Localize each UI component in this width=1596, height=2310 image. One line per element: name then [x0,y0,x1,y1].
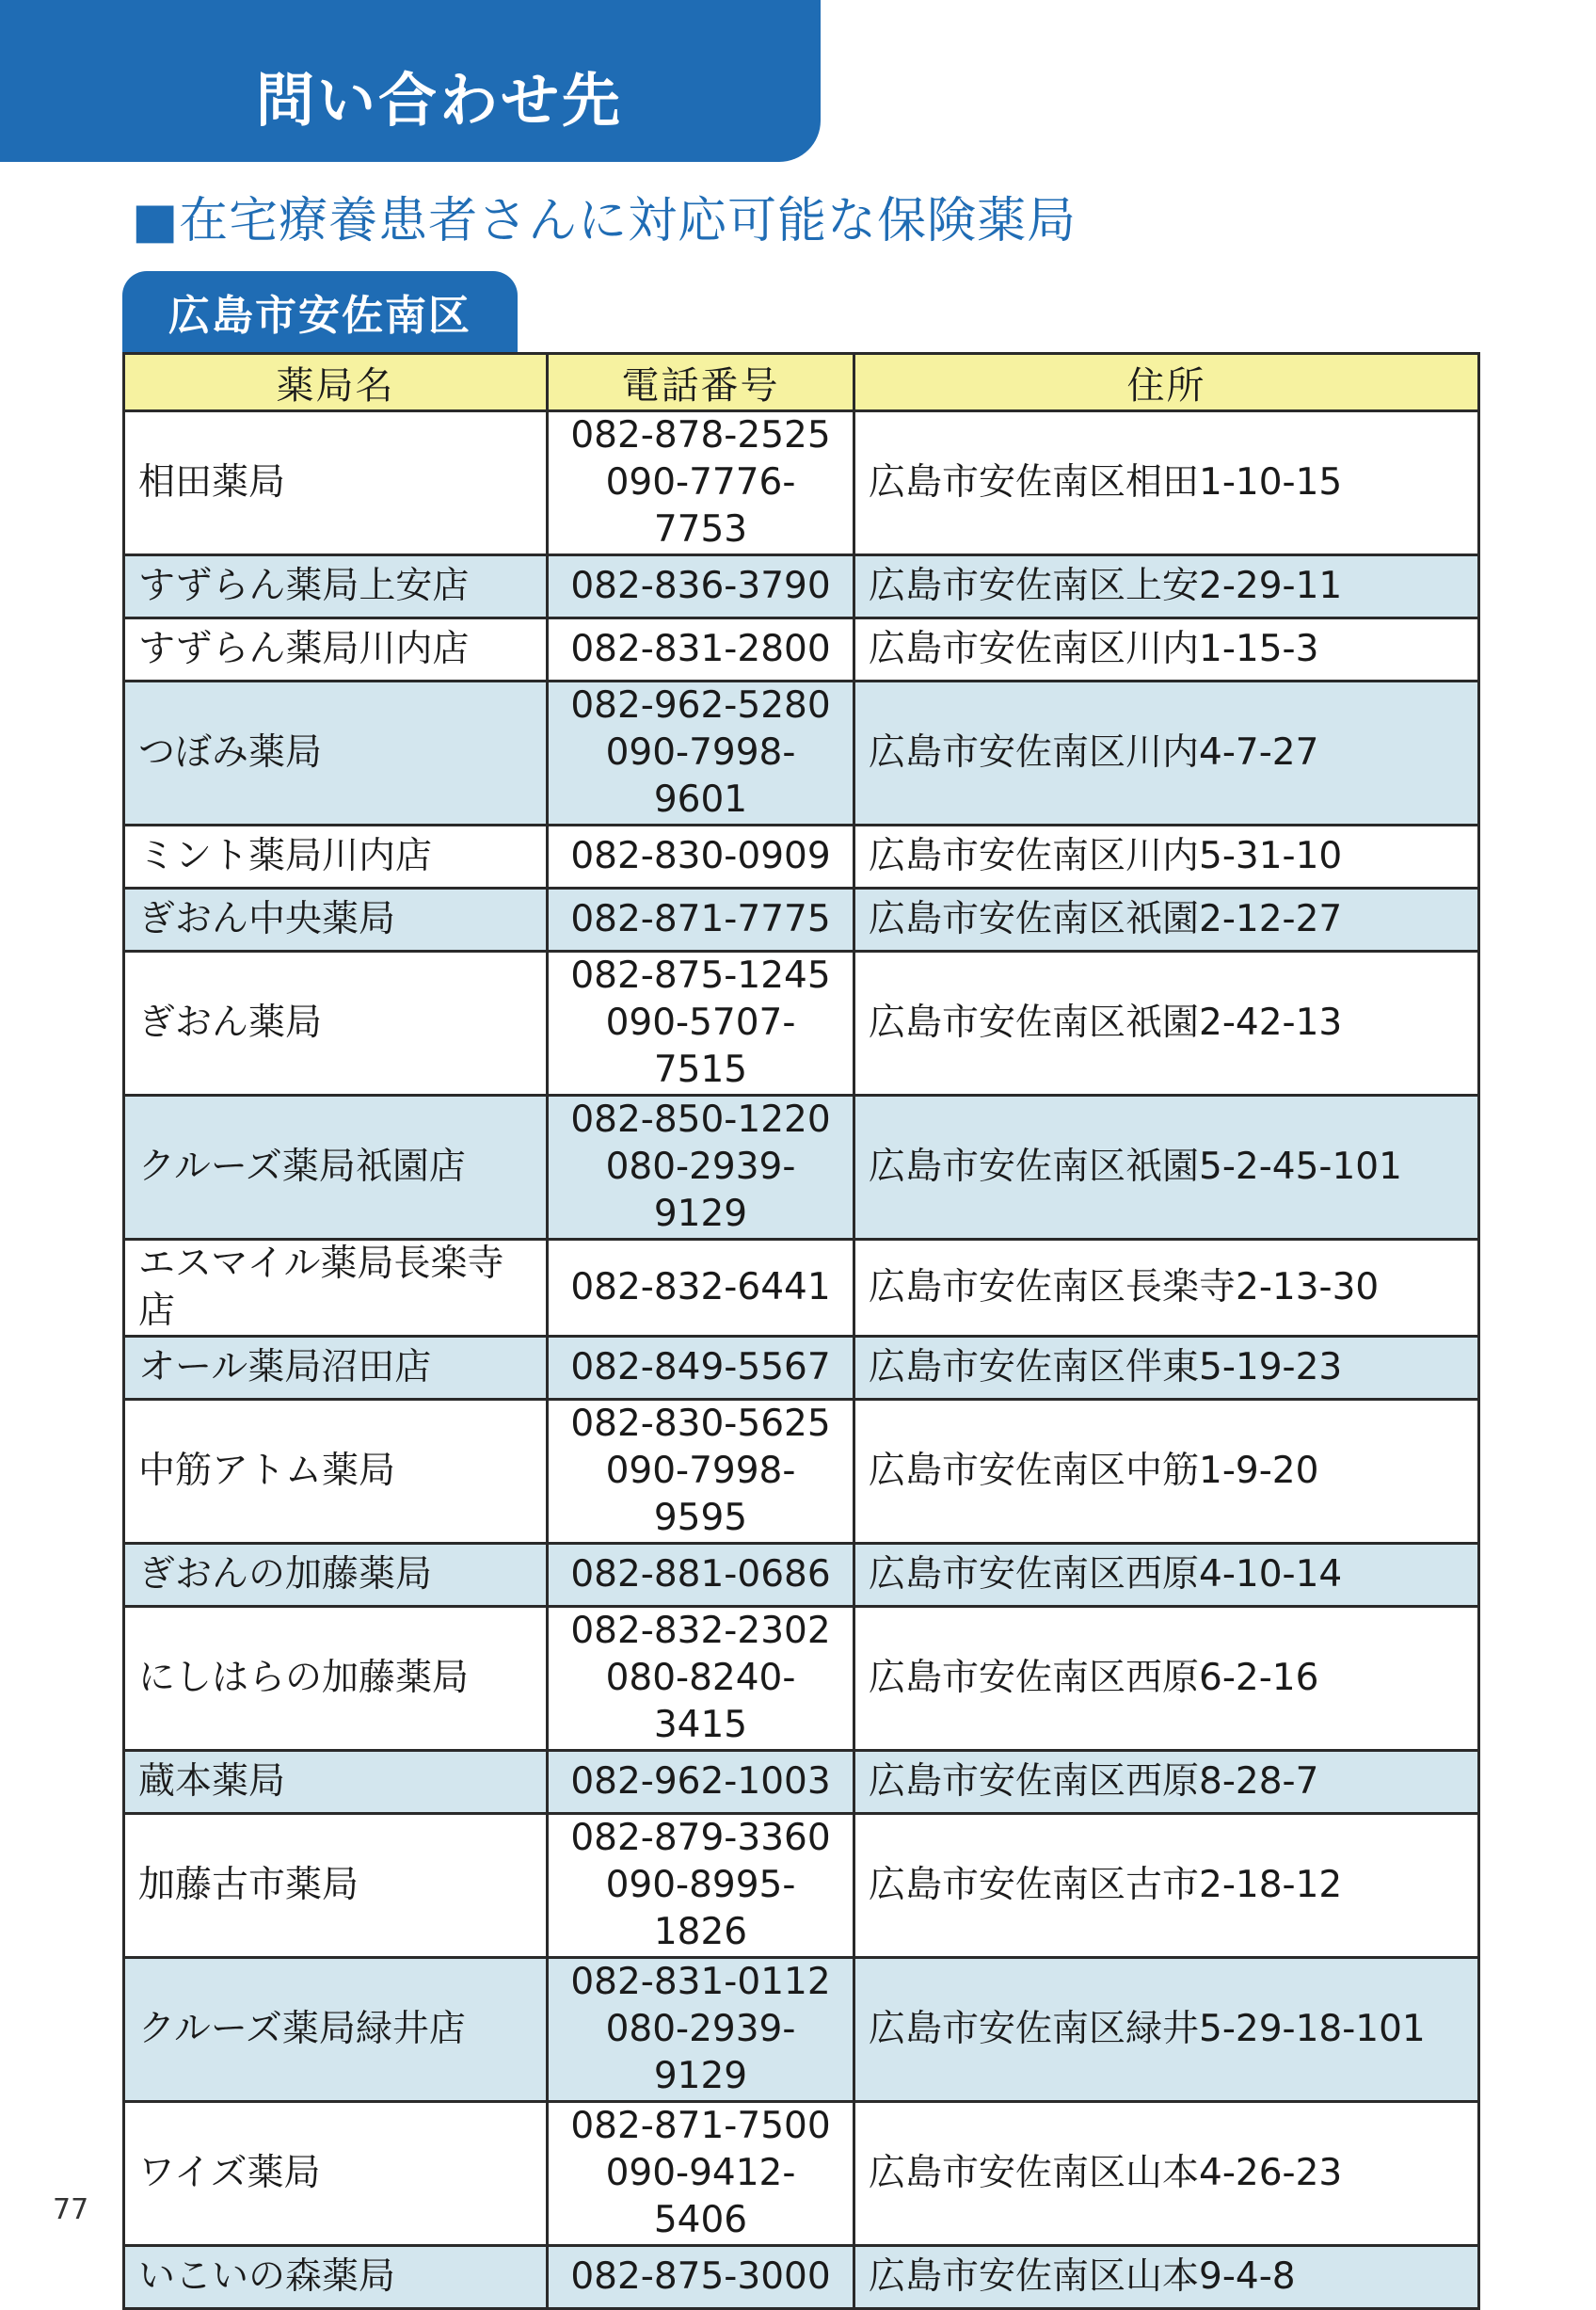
pharmacy-address: 広島市安佐南区西原8-28-7 [854,1751,1479,1814]
pharmacy-name: 蔵本薬局 [124,1751,548,1814]
pharmacy-address: 広島市安佐南区川内1-15-3 [854,618,1479,682]
pharmacy-phone [548,411,854,555]
pharmacy-phone [548,1337,854,1400]
pharmacy-name: ぎおん中央薬局 [124,889,548,952]
pharmacy-phone [548,618,854,682]
column-header-address: 住所 [854,354,1479,411]
pharmacy-name: クルーズ薬局祇園店 [124,1096,548,1240]
pharmacy-name: つぼみ薬局 [124,682,548,826]
phone-number: 082-830-0909 [570,835,831,877]
pharmacy-name: 中筋アトム薬局 [124,1400,548,1544]
pharmacy-phone [548,1814,854,1958]
table-row [124,1240,1479,1337]
table-row [124,1607,1479,1751]
phone-number: 082-832-2302 [570,1610,831,1652]
phone-number: 082-831-0112 [570,1961,831,2003]
pharmacy-address: 広島市安佐南区西原6-2-16 [854,1607,1479,1751]
pharmacy-phone [548,1751,854,1814]
phone-number: 082-871-7775 [570,898,831,940]
pharmacy-name: ミント薬局川内店 [124,826,548,889]
pharmacy-phone [548,1607,854,1751]
table-row [124,682,1479,826]
pharmacy-address: 広島市安佐南区上安2-29-11 [854,555,1479,618]
pharmacy-phone [548,2102,854,2246]
pharmacy-phone [548,555,854,618]
phone-number: 082-849-5567 [570,1346,831,1388]
column-header-name: 薬局名 [124,354,548,411]
pharmacy-phone [548,1240,854,1337]
pharmacy-address: 広島市安佐南区川内4-7-27 [854,682,1479,826]
pharmacy-phone [548,1544,854,1607]
table-row [124,2246,1479,2309]
pharmacy-phone [548,826,854,889]
pharmacy-name: ぎおん薬局 [124,952,548,1096]
phone-number: 082-850-1220 [570,1099,831,1141]
pharmacy-phone [548,889,854,952]
pharmacy-address: 広島市安佐南区長楽寺2-13-30 [854,1240,1479,1337]
table-row [124,1751,1479,1814]
table-header-row [124,354,1479,411]
pharmacy-name: エスマイル薬局長楽寺店 [124,1240,548,1337]
pharmacy-name: ぎおんの加藤薬局 [124,1544,548,1607]
phone-number: 082-830-5625 [570,1403,831,1445]
phone-number: 082-878-2525 [570,414,831,457]
phone-number: 082-832-6441 [570,1266,831,1308]
pharmacy-address: 広島市安佐南区祇園2-42-13 [854,952,1479,1096]
pharmacy-name: 相田薬局 [124,411,548,555]
pharmacy-phone [548,1096,854,1240]
pharmacy-phone [548,952,854,1096]
phone-number: 080-8240-3415 [605,1657,796,1746]
table-row [124,1958,1479,2102]
table-row [124,618,1479,682]
phone-number: 080-2939-9129 [605,2008,796,2097]
table-row [124,952,1479,1096]
pharmacy-phone [548,682,854,826]
table-body [124,411,1479,2309]
phone-number: 080-2939-9129 [605,1146,796,1235]
pharmacy-phone [548,2246,854,2309]
pharmacy-address: 広島市安佐南区相田1-10-15 [854,411,1479,555]
table-row [124,2102,1479,2246]
phone-number: 082-836-3790 [570,565,831,607]
pharmacy-phone [548,1958,854,2102]
pharmacy-name: ワイズ薬局 [124,2102,548,2246]
pharmacy-phone [548,1400,854,1544]
pharmacy-address: 広島市安佐南区山本9-4-8 [854,2246,1479,2309]
phone-number: 082-875-1245 [570,954,831,997]
table-row [124,889,1479,952]
phone-number: 090-7998-9601 [605,731,796,821]
table-row [124,555,1479,618]
pharmacy-name: にしはらの加藤薬局 [124,1607,548,1751]
pharmacy-address: 広島市安佐南区西原4-10-14 [854,1544,1479,1607]
phone-number: 082-871-7500 [570,2105,831,2147]
table-row [124,826,1479,889]
phone-number: 082-962-5280 [570,684,831,727]
pharmacy-name: 加藤古市薬局 [124,1814,548,1958]
page-title: 問い合わせ先 [256,66,624,135]
phone-number: 082-879-3360 [570,1817,831,1859]
pharmacy-table [122,352,1480,2310]
pharmacy-address: 広島市安佐南区伴東5-19-23 [854,1337,1479,1400]
phone-number: 090-7776-7753 [605,461,796,551]
phone-number: 090-7998-9595 [605,1450,796,1539]
pharmacy-name: クルーズ薬局緑井店 [124,1958,548,2102]
phone-number: 082-831-2800 [570,628,831,670]
section-heading: ■在宅療養患者さんに対応可能な保険薬局 [132,193,1077,249]
page-number: 77 [53,2193,89,2226]
phone-number: 082-881-0686 [570,1553,831,1596]
pharmacy-name: すずらん薬局上安店 [124,555,548,618]
table-row [124,1096,1479,1240]
pharmacy-address: 広島市安佐南区川内5-31-10 [854,826,1479,889]
pharmacy-address: 広島市安佐南区中筋1-9-20 [854,1400,1479,1544]
pharmacy-address: 広島市安佐南区山本4-26-23 [854,2102,1479,2246]
pharmacy-name: オール薬局沼田店 [124,1337,548,1400]
phone-number: 082-962-1003 [570,1760,831,1803]
table-row [124,1814,1479,1958]
phone-number: 090-9412-5406 [605,2152,796,2241]
pharmacy-name: すずらん薬局川内店 [124,618,548,682]
phone-number: 090-5707-7515 [605,1002,796,1091]
district-tab: 広島市安佐南区 [122,271,518,352]
table-row [124,1337,1479,1400]
table-row [124,411,1479,555]
pharmacy-address: 広島市安佐南区緑井5-29-18-101 [854,1958,1479,2102]
table-row [124,1544,1479,1607]
table-row [124,1400,1479,1544]
phone-number: 082-875-3000 [570,2255,831,2298]
pharmacy-name: いこいの森薬局 [124,2246,548,2309]
pharmacy-address: 広島市安佐南区古市2-18-12 [854,1814,1479,1958]
column-header-phone: 電話番号 [548,354,854,411]
pharmacy-address: 広島市安佐南区祇園2-12-27 [854,889,1479,952]
phone-number: 090-8995-1826 [605,1864,796,1953]
pharmacy-address: 広島市安佐南区祇園5-2-45-101 [854,1096,1479,1240]
